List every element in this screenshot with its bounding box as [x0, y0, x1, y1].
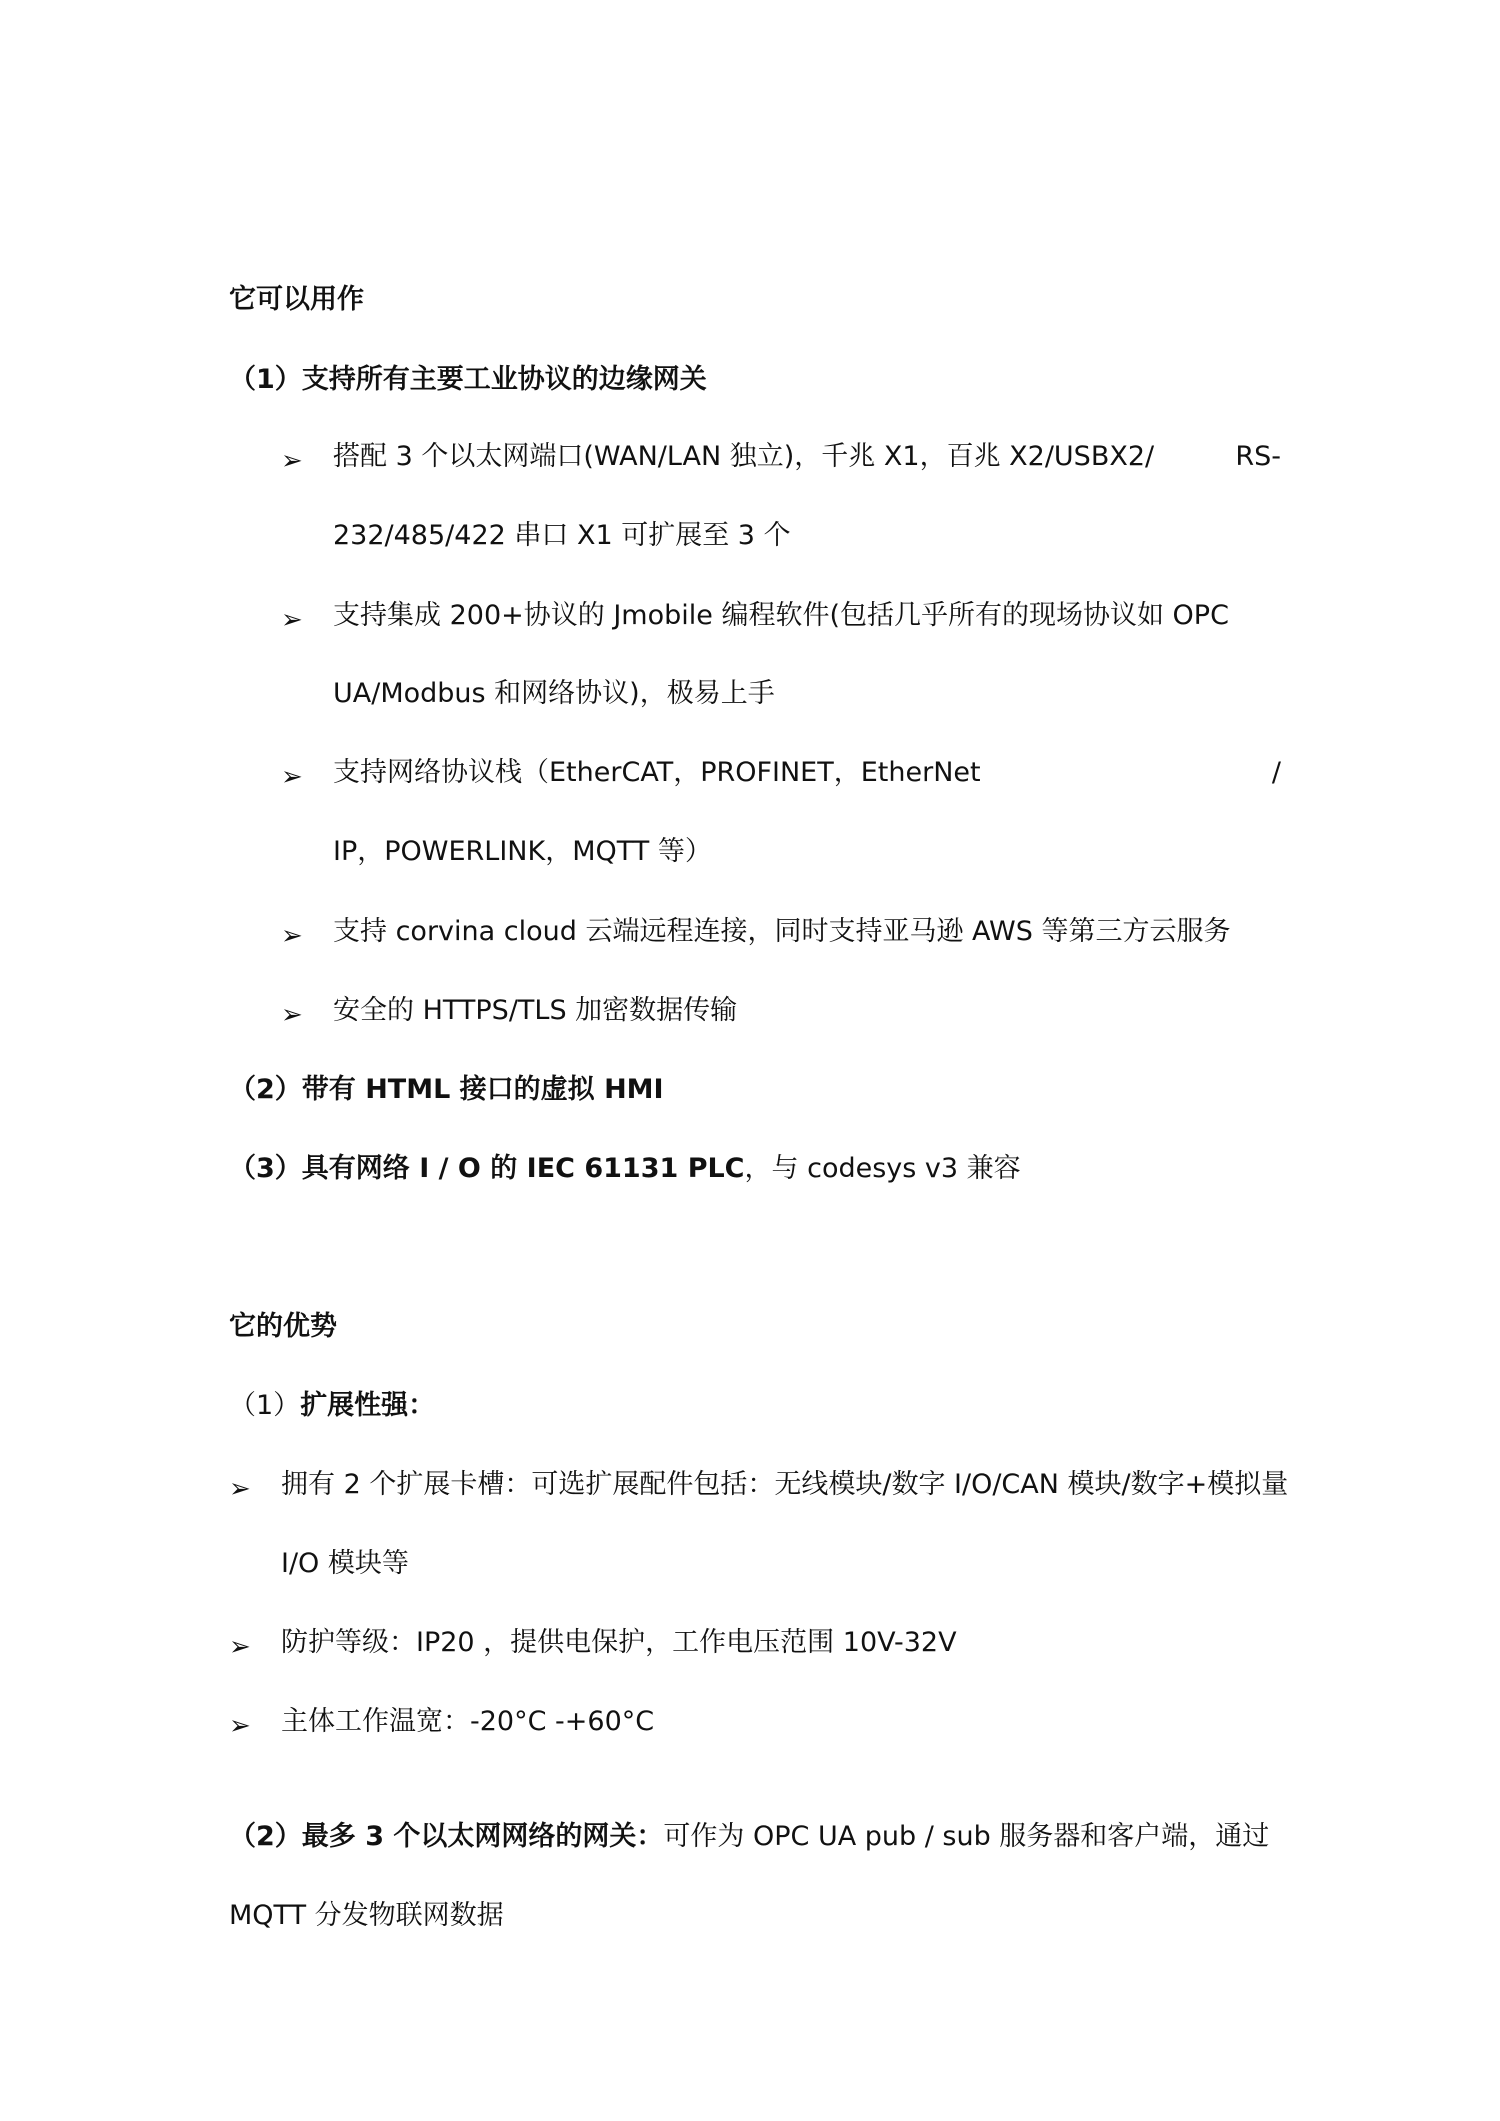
- bullet-arrow-icon: ➢: [229, 1474, 251, 1504]
- item-title: 具有网络 I / O 的 IEC 61131 PLC: [301, 1153, 745, 1184]
- section-title-advantages: 它的优势: [229, 1311, 337, 1342]
- item-virtual-hmi: [229, 1070, 664, 1110]
- item-suffix: ，与 codesys v3 兼容: [744, 1153, 1021, 1184]
- bullet-text-continued: IP，POWERLINK，MQTT 等）: [333, 836, 712, 867]
- item-text-continued: MQTT 分发物联网数据: [229, 1900, 504, 1931]
- bullet-text: 支持网络协议栈（EtherCAT，PROFINET，EtherNet: [333, 757, 981, 788]
- bullet-jmobile: 支持集成 200+协议的 Jmobile 编程软件(包括几乎所有的现场协议如 OPC: [333, 600, 1229, 631]
- bullet-expansion-slots: 拥有 2 个扩展卡槽：可选扩展配件包括：无线模块/数字 I/O/CAN 模块/数字+模拟量: [281, 1469, 1289, 1500]
- bullet-text-end: /: [1271, 757, 1281, 788]
- section-title-uses: 它可以用作: [229, 284, 364, 315]
- bullet-protocol-stack: [333, 753, 1281, 793]
- bullet-text-continued: I/O 模块等: [281, 1548, 409, 1579]
- bullet-text-continued: UA/Modbus 和网络协议)，极易上手: [333, 678, 775, 709]
- bullet-cloud: 支持 corvina cloud 云端远程连接，同时支持亚马逊 AWS 等第三方云服务: [333, 916, 1231, 947]
- bullet-arrow-icon: ➢: [281, 605, 303, 635]
- bullet-text: 搭配 3 个以太网端口(WAN/LAN 独立)，千兆 X1，百兆 X2/USBX2/: [333, 441, 1155, 472]
- bullet-protection: 防护等级：IP20 ，提供电保护，工作电压范围 10V-32V: [281, 1627, 957, 1658]
- bullet-ethernet-ports: [333, 437, 1281, 477]
- item-number: （3）: [229, 1153, 302, 1184]
- item-number: （2）: [229, 1821, 302, 1852]
- bullet-arrow-icon: ➢: [281, 762, 303, 792]
- bullet-arrow-icon: ➢: [281, 446, 303, 476]
- bullet-arrow-icon: ➢: [281, 921, 303, 951]
- item-number: （1）: [229, 364, 302, 395]
- item-title: 扩展性强：: [300, 1390, 436, 1421]
- item-expandability-heading: [229, 1386, 435, 1426]
- item-edge-gateway-heading: [229, 360, 707, 400]
- item-title: 最多 3 个以太网网络的网关：: [301, 1821, 664, 1852]
- bullet-arrow-icon: ➢: [229, 1711, 251, 1741]
- item-title: 带有 HTML 接口的虚拟 HMI: [301, 1074, 664, 1105]
- item-number: （2）: [229, 1074, 302, 1105]
- item-text: 可作为 OPC UA pub / sub 服务器和客户端，通过: [663, 1821, 1270, 1852]
- item-number: （1）: [229, 1390, 301, 1421]
- bullet-text-continued: 232/485/422 串口 X1 可扩展至 3 个: [333, 520, 791, 551]
- item-ethernet-gateway: [229, 1817, 1269, 1857]
- item-title: 支持所有主要工业协议的边缘网关: [301, 364, 707, 395]
- bullet-arrow-icon: ➢: [281, 1000, 303, 1030]
- bullet-text-end: RS-: [1235, 441, 1281, 472]
- bullet-temperature: 主体工作温宽：-20°C -+60°C: [281, 1706, 655, 1737]
- item-plc: [229, 1149, 1021, 1189]
- bullet-https: 安全的 HTTPS/TLS 加密数据传输: [333, 995, 738, 1026]
- bullet-arrow-icon: ➢: [229, 1632, 251, 1662]
